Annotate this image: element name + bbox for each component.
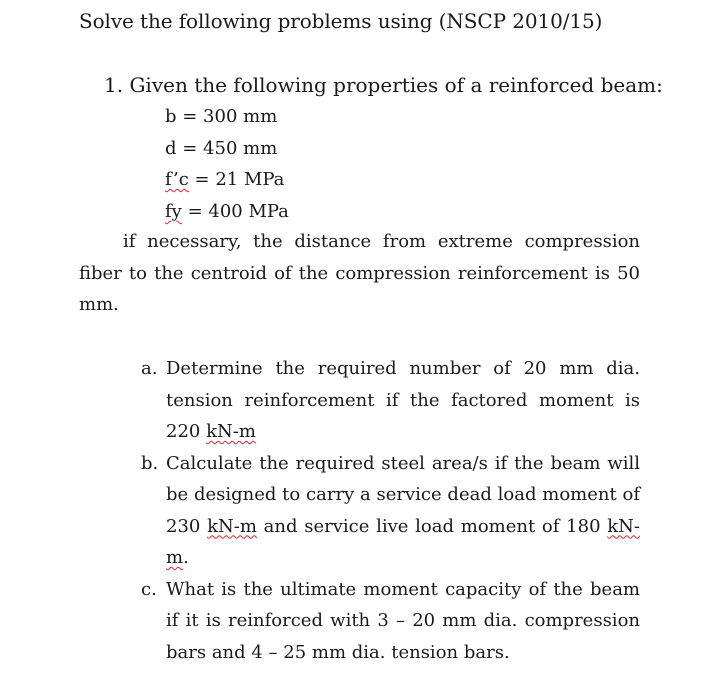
- property-label: d: [165, 138, 177, 159]
- property-b: [165, 106, 277, 127]
- property-label: fy: [165, 201, 182, 222]
- sub-question-text-middle: and service live load moment of 180: [256, 515, 608, 537]
- property-d: [165, 138, 277, 159]
- property-value: = 450 mm: [176, 138, 278, 159]
- sub-question-list: [141, 353, 640, 668]
- sub-question-text: What is the ultimate moment capacity of the beam if it is reinforced with 3 – 20 mm dia. compression bars and 4 – 25 mm dia. tension bars.: [166, 578, 640, 663]
- sub-question-a: [141, 353, 640, 448]
- property-fc: [165, 169, 284, 190]
- property-label: b: [165, 106, 177, 127]
- page-title: Solve the following problems using (NSCP 2010/15): [79, 9, 603, 33]
- sub-question-letter: a.: [141, 358, 158, 379]
- sub-question-text: Calculate the required steel area/s if the beam will be designed to carry a service dead load moment of 230: [166, 452, 640, 537]
- problem-number: 1.: [104, 73, 124, 97]
- compression-note: if necessary, the distance from extreme compression fiber to the centroid of the compression reinforcement is 50 mm.: [79, 231, 640, 315]
- property-value: = 21 MPa: [188, 169, 285, 190]
- property-fy: [165, 201, 289, 222]
- problem-heading: [104, 73, 663, 97]
- property-value: = 300 mm: [176, 106, 278, 127]
- unit-text: kN-m: [207, 515, 257, 537]
- unit-text: kN-m: [206, 421, 256, 442]
- sub-question-text: Determine the required number of 20 mm dia. tension reinforcement if the factored moment is 220: [166, 358, 640, 442]
- property-value: = 400 MPa: [181, 201, 289, 222]
- sub-question-letter: b.: [141, 452, 159, 474]
- problem-heading-text: Given the following properties of a reinforced beam:: [129, 73, 663, 97]
- sub-question-text-end: .: [183, 547, 189, 568]
- unit-text-2: kN-m: [166, 515, 641, 568]
- sub-question-letter: c.: [141, 578, 157, 600]
- sub-question-c: [141, 574, 640, 669]
- sub-question-b: [141, 448, 640, 574]
- property-label: f’c: [165, 169, 189, 190]
